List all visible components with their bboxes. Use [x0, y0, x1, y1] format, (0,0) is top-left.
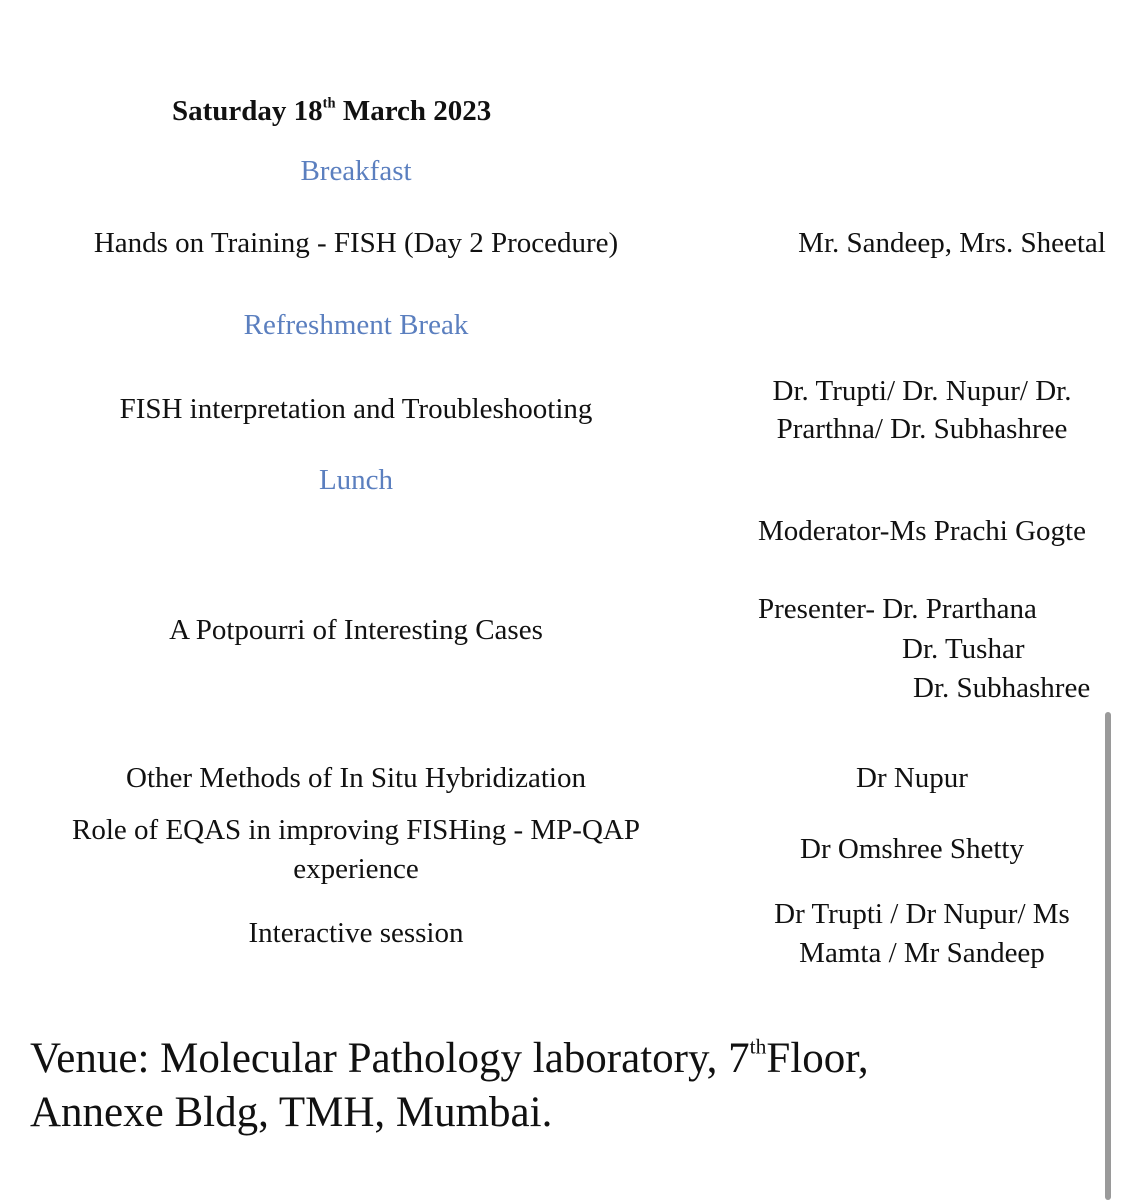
- session-speaker: Dr Nupur: [856, 762, 968, 794]
- session-title-line: Role of EQAS in improving FISHing - MP-QAP: [72, 814, 640, 846]
- lunch-label: Lunch: [318, 464, 394, 496]
- session-title: FISH interpretation and Troubleshooting: [119, 393, 593, 425]
- session-title-line: experience: [293, 853, 419, 885]
- schedule-date: [172, 92, 491, 130]
- session-speaker-line: Prarthna/ Dr. Subhashree: [776, 413, 1068, 445]
- session-title: Other Methods of In Situ Hybridization: [126, 762, 586, 794]
- session-presenter-line: Dr. Tushar: [902, 633, 1025, 665]
- date-text: Saturday 18: [172, 95, 323, 127]
- venue-line: [30, 1032, 869, 1086]
- session-title: Interactive session: [248, 917, 464, 949]
- breakfast-label: Breakfast: [300, 155, 412, 187]
- session-title: A Potpourri of Interesting Cases: [169, 614, 543, 646]
- session-presenter-line: Dr. Subhashree: [913, 672, 1091, 704]
- venue-ordinal: th: [749, 1034, 767, 1059]
- venue-text: Venue: Molecular Pathology laboratory, 7: [30, 1035, 750, 1082]
- session-speaker-line: Mamta / Mr Sandeep: [799, 937, 1045, 969]
- session-speaker: Mr. Sandeep, Mrs. Sheetal: [798, 227, 1106, 259]
- venue-floor: Floor,: [766, 1035, 869, 1082]
- session-moderator: Moderator-Ms Prachi Gogte: [757, 515, 1086, 547]
- session-speaker-line: Dr Trupti / Dr Nupur/ Ms: [774, 898, 1070, 930]
- session-speaker-line: Dr. Trupti/ Dr. Nupur/ Dr.: [772, 375, 1072, 407]
- venue-line: Annexe Bldg, TMH, Mumbai.: [30, 1089, 553, 1136]
- scrollbar[interactable]: [1105, 712, 1111, 1200]
- session-speaker: Dr Omshree Shetty: [800, 833, 1024, 865]
- refreshment-break-label: Refreshment Break: [243, 309, 469, 341]
- venue: [30, 1032, 869, 1140]
- date-ordinal: th: [322, 95, 336, 112]
- session-title: Hands on Training - FISH (Day 2 Procedure): [93, 227, 619, 259]
- session-presenter-line: Presenter- Dr. Prarthana: [758, 593, 1037, 625]
- date-month-year: March 2023: [335, 95, 492, 127]
